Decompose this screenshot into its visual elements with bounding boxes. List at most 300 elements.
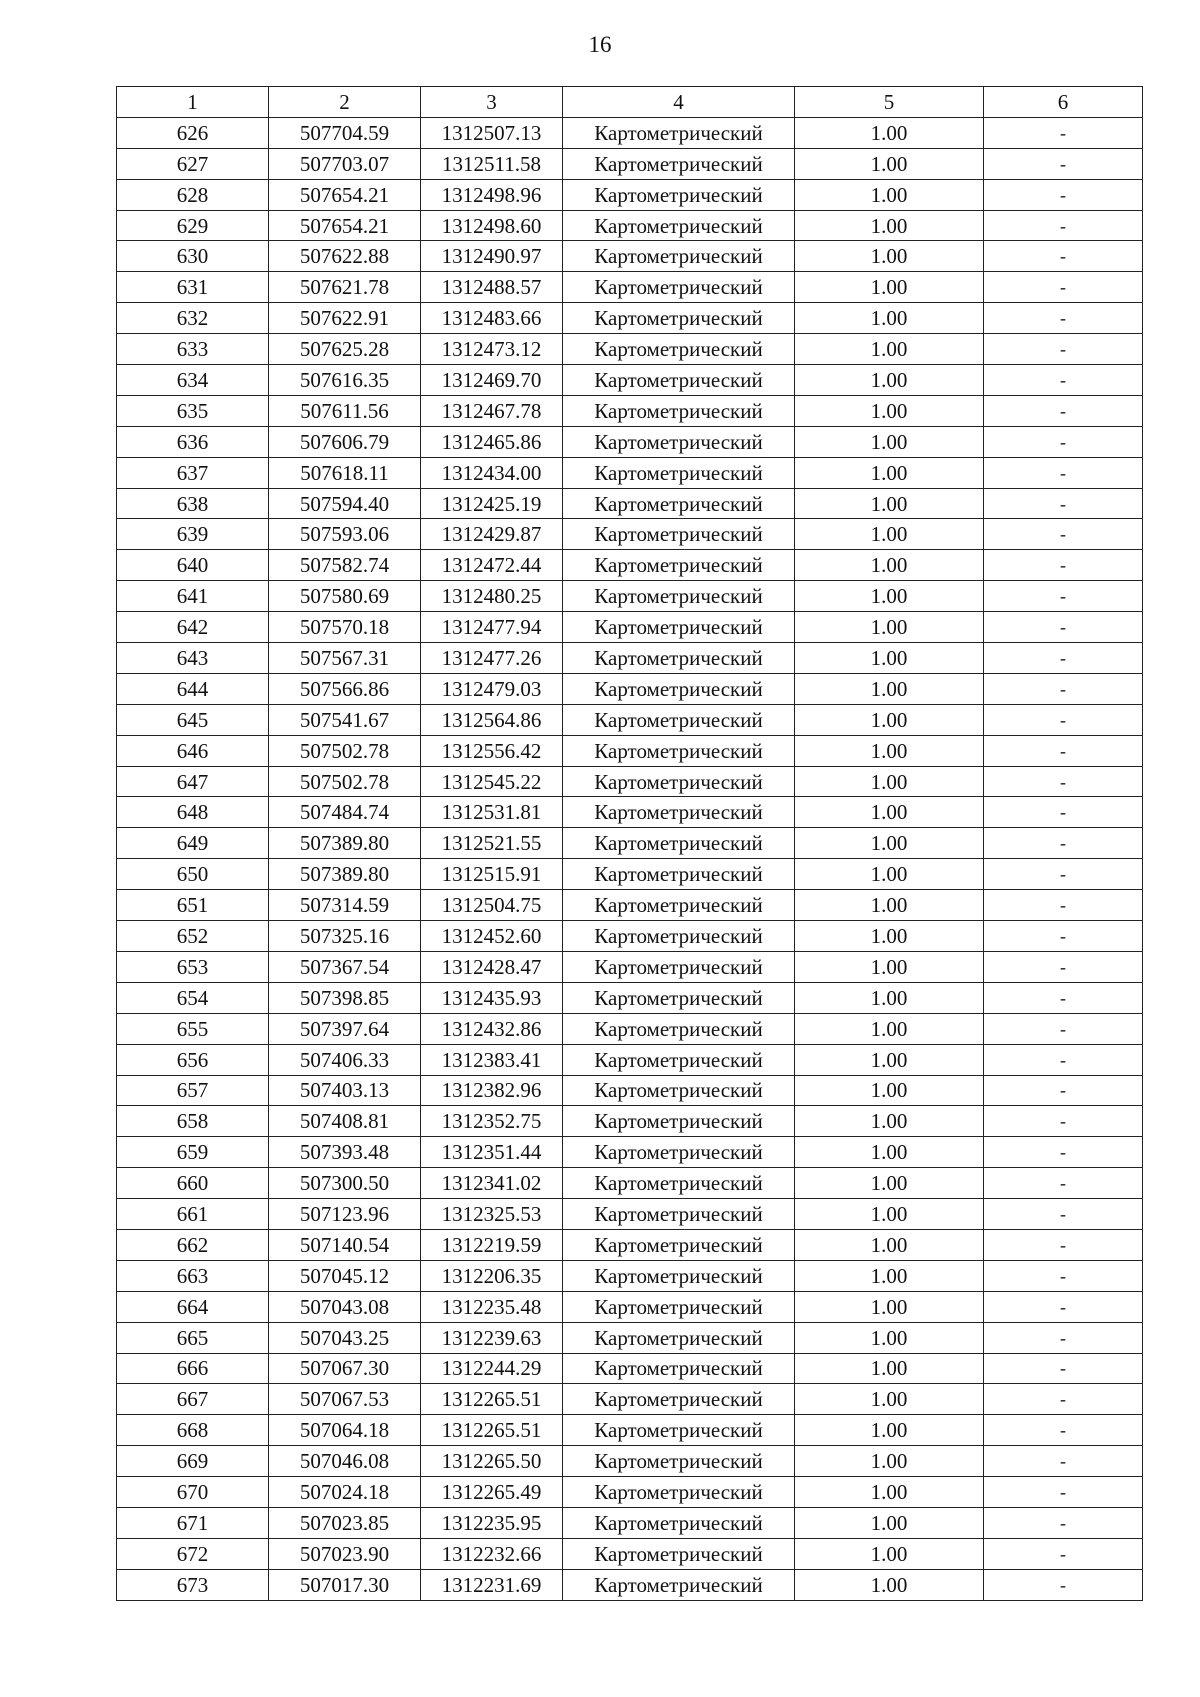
table-cell-col-4: Картометрический xyxy=(563,612,795,643)
table-cell-col-6: - xyxy=(984,859,1143,890)
table-cell-col-6: - xyxy=(984,550,1143,581)
table-cell-col-4: Картометрический xyxy=(563,1106,795,1137)
table-cell-col-2: 507622.91 xyxy=(269,303,421,334)
table-cell-col-6: - xyxy=(984,1322,1143,1353)
table-cell-col-3: 1312232.66 xyxy=(421,1538,563,1569)
table-cell-col-1: 643 xyxy=(117,643,269,674)
table-cell-col-3: 1312325.53 xyxy=(421,1199,563,1230)
column-header-4: 4 xyxy=(563,87,795,118)
table-cell-col-2: 507625.28 xyxy=(269,334,421,365)
table-cell-col-3: 1312244.29 xyxy=(421,1353,563,1384)
table-cell-col-1: 641 xyxy=(117,581,269,612)
table-cell-col-6: - xyxy=(984,1415,1143,1446)
table-cell-col-2: 507017.30 xyxy=(269,1569,421,1600)
table-cell-col-2: 507704.59 xyxy=(269,117,421,148)
table-cell-col-5: 1.00 xyxy=(795,951,984,982)
table-row xyxy=(117,272,1143,303)
table-cell-col-5: 1.00 xyxy=(795,488,984,519)
column-header-1: 1 xyxy=(117,87,269,118)
table-cell-col-4: Картометрический xyxy=(563,1477,795,1508)
table-row xyxy=(117,1168,1143,1199)
table-row xyxy=(117,673,1143,704)
table-row xyxy=(117,1199,1143,1230)
table-cell-col-2: 507067.30 xyxy=(269,1353,421,1384)
table-row xyxy=(117,828,1143,859)
table-cell-col-1: 656 xyxy=(117,1044,269,1075)
table-cell-col-5: 1.00 xyxy=(795,1044,984,1075)
table-cell-col-5: 1.00 xyxy=(795,334,984,365)
table-cell-col-4: Картометрический xyxy=(563,1507,795,1538)
table-cell-col-5: 1.00 xyxy=(795,612,984,643)
table-cell-col-6: - xyxy=(984,1353,1143,1384)
table-cell-col-6: - xyxy=(984,1199,1143,1230)
table-cell-col-6: - xyxy=(984,797,1143,828)
table-cell-col-3: 1312483.66 xyxy=(421,303,563,334)
table-cell-col-4: Картометрический xyxy=(563,1415,795,1446)
table-row xyxy=(117,303,1143,334)
table-row xyxy=(117,395,1143,426)
table-cell-col-3: 1312531.81 xyxy=(421,797,563,828)
table-cell-col-2: 507046.08 xyxy=(269,1446,421,1477)
table-cell-col-6: - xyxy=(984,704,1143,735)
table-row xyxy=(117,1538,1143,1569)
table-cell-col-3: 1312428.47 xyxy=(421,951,563,982)
column-header-3: 3 xyxy=(421,87,563,118)
table-row xyxy=(117,1353,1143,1384)
table-cell-col-2: 507616.35 xyxy=(269,365,421,396)
table-row xyxy=(117,704,1143,735)
table-cell-col-1: 670 xyxy=(117,1477,269,1508)
table-row xyxy=(117,921,1143,952)
table-cell-col-6: - xyxy=(984,735,1143,766)
table-cell-col-4: Картометрический xyxy=(563,148,795,179)
table-cell-col-6: - xyxy=(984,148,1143,179)
table-cell-col-6: - xyxy=(984,1168,1143,1199)
table-cell-col-1: 666 xyxy=(117,1353,269,1384)
table-cell-col-3: 1312479.03 xyxy=(421,673,563,704)
table-cell-col-2: 507408.81 xyxy=(269,1106,421,1137)
table-cell-col-2: 507023.85 xyxy=(269,1507,421,1538)
table-cell-col-2: 507314.59 xyxy=(269,890,421,921)
coordinates-table xyxy=(116,86,1143,1601)
table-cell-col-5: 1.00 xyxy=(795,1446,984,1477)
table-cell-col-4: Картометрический xyxy=(563,828,795,859)
table-cell-col-4: Картометрический xyxy=(563,1229,795,1260)
table-cell-col-4: Картометрический xyxy=(563,1538,795,1569)
table-cell-col-5: 1.00 xyxy=(795,704,984,735)
table-cell-col-2: 507570.18 xyxy=(269,612,421,643)
table-row xyxy=(117,1013,1143,1044)
table-cell-col-6: - xyxy=(984,395,1143,426)
table-cell-col-3: 1312490.97 xyxy=(421,241,563,272)
table-cell-col-3: 1312235.95 xyxy=(421,1507,563,1538)
table-cell-col-2: 507618.11 xyxy=(269,457,421,488)
table-cell-col-5: 1.00 xyxy=(795,1137,984,1168)
table-cell-col-1: 627 xyxy=(117,148,269,179)
table-cell-col-5: 1.00 xyxy=(795,210,984,241)
table-cell-col-1: 639 xyxy=(117,519,269,550)
table-cell-col-3: 1312465.86 xyxy=(421,426,563,457)
table-cell-col-6: - xyxy=(984,1384,1143,1415)
table-row xyxy=(117,1415,1143,1446)
table-cell-col-5: 1.00 xyxy=(795,1106,984,1137)
table-cell-col-4: Картометрический xyxy=(563,1353,795,1384)
table-cell-col-5: 1.00 xyxy=(795,673,984,704)
table-cell-col-4: Картометрический xyxy=(563,1199,795,1230)
table-cell-col-6: - xyxy=(984,1569,1143,1600)
table-cell-col-3: 1312511.58 xyxy=(421,148,563,179)
table-cell-col-4: Картометрический xyxy=(563,951,795,982)
column-header-2: 2 xyxy=(269,87,421,118)
table-row xyxy=(117,334,1143,365)
table-cell-col-1: 634 xyxy=(117,365,269,396)
table-cell-col-5: 1.00 xyxy=(795,1353,984,1384)
table-row xyxy=(117,859,1143,890)
table-cell-col-1: 631 xyxy=(117,272,269,303)
table-cell-col-4: Картометрический xyxy=(563,488,795,519)
table-row xyxy=(117,643,1143,674)
table-cell-col-2: 507024.18 xyxy=(269,1477,421,1508)
table-cell-col-6: - xyxy=(984,643,1143,674)
table-cell-col-4: Картометрический xyxy=(563,1168,795,1199)
table-cell-col-2: 507023.90 xyxy=(269,1538,421,1569)
table-cell-col-3: 1312239.63 xyxy=(421,1322,563,1353)
column-header-6: 6 xyxy=(984,87,1143,118)
table-cell-col-6: - xyxy=(984,179,1143,210)
table-row xyxy=(117,179,1143,210)
table-cell-col-4: Картометрический xyxy=(563,1013,795,1044)
table-cell-col-1: 636 xyxy=(117,426,269,457)
table-cell-col-1: 626 xyxy=(117,117,269,148)
table-cell-col-2: 507611.56 xyxy=(269,395,421,426)
table-cell-col-1: 659 xyxy=(117,1137,269,1168)
table-cell-col-4: Картометрический xyxy=(563,210,795,241)
table-cell-col-5: 1.00 xyxy=(795,643,984,674)
table-cell-col-5: 1.00 xyxy=(795,1384,984,1415)
table-cell-col-5: 1.00 xyxy=(795,303,984,334)
table-row xyxy=(117,1322,1143,1353)
table-cell-col-3: 1312469.70 xyxy=(421,365,563,396)
table-cell-col-3: 1312219.59 xyxy=(421,1229,563,1260)
table-cell-col-5: 1.00 xyxy=(795,550,984,581)
table-cell-col-2: 507654.21 xyxy=(269,210,421,241)
table-row xyxy=(117,117,1143,148)
table-cell-col-1: 644 xyxy=(117,673,269,704)
table-cell-col-6: - xyxy=(984,982,1143,1013)
table-cell-col-3: 1312507.13 xyxy=(421,117,563,148)
table-cell-col-2: 507621.78 xyxy=(269,272,421,303)
table-row xyxy=(117,1384,1143,1415)
table-cell-col-3: 1312472.44 xyxy=(421,550,563,581)
table-cell-col-2: 507300.50 xyxy=(269,1168,421,1199)
table-cell-col-3: 1312435.93 xyxy=(421,982,563,1013)
table-row xyxy=(117,519,1143,550)
table-cell-col-6: - xyxy=(984,921,1143,952)
table-row xyxy=(117,1260,1143,1291)
table-cell-col-1: 668 xyxy=(117,1415,269,1446)
table-cell-col-3: 1312434.00 xyxy=(421,457,563,488)
table-cell-col-4: Картометрический xyxy=(563,704,795,735)
table-cell-col-6: - xyxy=(984,1446,1143,1477)
table-row xyxy=(117,1229,1143,1260)
table-cell-col-1: 661 xyxy=(117,1199,269,1230)
table-cell-col-6: - xyxy=(984,1106,1143,1137)
table-cell-col-5: 1.00 xyxy=(795,148,984,179)
table-cell-col-2: 507622.88 xyxy=(269,241,421,272)
table-cell-col-3: 1312545.22 xyxy=(421,766,563,797)
table-cell-col-4: Картометрический xyxy=(563,241,795,272)
table-cell-col-1: 651 xyxy=(117,890,269,921)
table-cell-col-2: 507502.78 xyxy=(269,766,421,797)
table-cell-col-4: Картометрический xyxy=(563,179,795,210)
table-cell-col-2: 507367.54 xyxy=(269,951,421,982)
table-cell-col-3: 1312265.50 xyxy=(421,1446,563,1477)
table-cell-col-5: 1.00 xyxy=(795,1415,984,1446)
table-cell-col-1: 645 xyxy=(117,704,269,735)
table-cell-col-1: 628 xyxy=(117,179,269,210)
table-row xyxy=(117,890,1143,921)
table-row xyxy=(117,457,1143,488)
table-cell-col-6: - xyxy=(984,117,1143,148)
table-row xyxy=(117,1446,1143,1477)
table-cell-col-6: - xyxy=(984,1044,1143,1075)
table-cell-col-4: Картометрический xyxy=(563,1384,795,1415)
table-cell-col-5: 1.00 xyxy=(795,797,984,828)
table-cell-col-4: Картометрический xyxy=(563,334,795,365)
table-cell-col-2: 507654.21 xyxy=(269,179,421,210)
table-cell-col-4: Картометрический xyxy=(563,365,795,396)
table-cell-col-2: 507397.64 xyxy=(269,1013,421,1044)
table-cell-col-5: 1.00 xyxy=(795,117,984,148)
table-cell-col-6: - xyxy=(984,426,1143,457)
table-cell-col-4: Картометрический xyxy=(563,1322,795,1353)
table-cell-col-5: 1.00 xyxy=(795,581,984,612)
table-body xyxy=(117,117,1143,1600)
table-row xyxy=(117,426,1143,457)
table-cell-col-1: 654 xyxy=(117,982,269,1013)
table-cell-col-2: 507393.48 xyxy=(269,1137,421,1168)
table-cell-col-6: - xyxy=(984,1538,1143,1569)
table-row xyxy=(117,1044,1143,1075)
table-cell-col-1: 637 xyxy=(117,457,269,488)
table-cell-col-5: 1.00 xyxy=(795,1229,984,1260)
table-cell-col-4: Картометрический xyxy=(563,1137,795,1168)
table-cell-col-2: 507566.86 xyxy=(269,673,421,704)
table-cell-col-3: 1312564.86 xyxy=(421,704,563,735)
table-cell-col-5: 1.00 xyxy=(795,735,984,766)
table-cell-col-2: 507043.08 xyxy=(269,1291,421,1322)
table-cell-col-3: 1312383.41 xyxy=(421,1044,563,1075)
table-cell-col-2: 507045.12 xyxy=(269,1260,421,1291)
table-cell-col-4: Картометрический xyxy=(563,890,795,921)
table-cell-col-3: 1312429.87 xyxy=(421,519,563,550)
header-row xyxy=(117,87,1143,118)
table-cell-col-6: - xyxy=(984,828,1143,859)
table-cell-col-2: 507389.80 xyxy=(269,859,421,890)
table-cell-col-3: 1312265.49 xyxy=(421,1477,563,1508)
table-cell-col-1: 672 xyxy=(117,1538,269,1569)
table-cell-col-3: 1312432.86 xyxy=(421,1013,563,1044)
table-cell-col-1: 667 xyxy=(117,1384,269,1415)
table-cell-col-4: Картометрический xyxy=(563,519,795,550)
table-cell-col-2: 507067.53 xyxy=(269,1384,421,1415)
table-cell-col-3: 1312515.91 xyxy=(421,859,563,890)
table-cell-col-2: 507567.31 xyxy=(269,643,421,674)
table-cell-col-1: 671 xyxy=(117,1507,269,1538)
table-row xyxy=(117,365,1143,396)
table-cell-col-6: - xyxy=(984,673,1143,704)
table-cell-col-2: 507541.67 xyxy=(269,704,421,735)
table-cell-col-3: 1312265.51 xyxy=(421,1384,563,1415)
table-row xyxy=(117,766,1143,797)
table-cell-col-4: Картометрический xyxy=(563,735,795,766)
table-cell-col-5: 1.00 xyxy=(795,766,984,797)
table-cell-col-4: Картометрический xyxy=(563,766,795,797)
table-cell-col-3: 1312452.60 xyxy=(421,921,563,952)
table-cell-col-5: 1.00 xyxy=(795,890,984,921)
table-cell-col-3: 1312473.12 xyxy=(421,334,563,365)
table-cell-col-3: 1312498.96 xyxy=(421,179,563,210)
table-cell-col-6: - xyxy=(984,488,1143,519)
table-cell-col-2: 507606.79 xyxy=(269,426,421,457)
table-cell-col-4: Картометрический xyxy=(563,982,795,1013)
table-cell-col-6: - xyxy=(984,457,1143,488)
table-row xyxy=(117,1477,1143,1508)
table-cell-col-2: 507594.40 xyxy=(269,488,421,519)
table-cell-col-2: 507325.16 xyxy=(269,921,421,952)
table-cell-col-4: Картометрический xyxy=(563,1075,795,1106)
table-cell-col-5: 1.00 xyxy=(795,1538,984,1569)
table-cell-col-6: - xyxy=(984,334,1143,365)
table-row xyxy=(117,488,1143,519)
table-cell-col-5: 1.00 xyxy=(795,365,984,396)
table-row xyxy=(117,951,1143,982)
table-cell-col-1: 655 xyxy=(117,1013,269,1044)
table-cell-col-3: 1312504.75 xyxy=(421,890,563,921)
table-cell-col-6: - xyxy=(984,365,1143,396)
table-cell-col-4: Картометрический xyxy=(563,1569,795,1600)
table-cell-col-1: 638 xyxy=(117,488,269,519)
table-cell-col-4: Картометрический xyxy=(563,303,795,334)
table-cell-col-6: - xyxy=(984,1477,1143,1508)
table-cell-col-1: 665 xyxy=(117,1322,269,1353)
table-cell-col-4: Картометрический xyxy=(563,643,795,674)
table-cell-col-6: - xyxy=(984,1137,1143,1168)
table-row xyxy=(117,982,1143,1013)
table-cell-col-1: 673 xyxy=(117,1569,269,1600)
table-row xyxy=(117,1106,1143,1137)
table-cell-col-1: 649 xyxy=(117,828,269,859)
table-cell-col-1: 662 xyxy=(117,1229,269,1260)
table-cell-col-6: - xyxy=(984,272,1143,303)
table-cell-col-1: 629 xyxy=(117,210,269,241)
table-cell-col-2: 507593.06 xyxy=(269,519,421,550)
table-cell-col-1: 648 xyxy=(117,797,269,828)
table-cell-col-2: 507064.18 xyxy=(269,1415,421,1446)
table-cell-col-1: 632 xyxy=(117,303,269,334)
table-cell-col-2: 507403.13 xyxy=(269,1075,421,1106)
table-cell-col-1: 660 xyxy=(117,1168,269,1199)
table-cell-col-4: Картометрический xyxy=(563,272,795,303)
table-cell-col-4: Картометрический xyxy=(563,673,795,704)
table-cell-col-5: 1.00 xyxy=(795,519,984,550)
table-cell-col-2: 507140.54 xyxy=(269,1229,421,1260)
table-cell-col-5: 1.00 xyxy=(795,1199,984,1230)
table-cell-col-6: - xyxy=(984,1507,1143,1538)
table-row xyxy=(117,1137,1143,1168)
table-cell-col-5: 1.00 xyxy=(795,1291,984,1322)
table-cell-col-2: 507582.74 xyxy=(269,550,421,581)
table-cell-col-1: 653 xyxy=(117,951,269,982)
table-cell-col-4: Картометрический xyxy=(563,1291,795,1322)
table-cell-col-1: 646 xyxy=(117,735,269,766)
table-cell-col-6: - xyxy=(984,1013,1143,1044)
table-cell-col-1: 635 xyxy=(117,395,269,426)
table-cell-col-1: 669 xyxy=(117,1446,269,1477)
table-cell-col-5: 1.00 xyxy=(795,1569,984,1600)
table-cell-col-3: 1312477.26 xyxy=(421,643,563,674)
table-cell-col-4: Картометрический xyxy=(563,395,795,426)
table-cell-col-3: 1312477.94 xyxy=(421,612,563,643)
table-cell-col-3: 1312480.25 xyxy=(421,581,563,612)
table-cell-col-4: Картометрический xyxy=(563,581,795,612)
table-cell-col-6: - xyxy=(984,1075,1143,1106)
table-cell-col-6: - xyxy=(984,612,1143,643)
column-header-5: 5 xyxy=(795,87,984,118)
table-row xyxy=(117,581,1143,612)
table-row xyxy=(117,1075,1143,1106)
table-cell-col-3: 1312235.48 xyxy=(421,1291,563,1322)
table-cell-col-4: Картометрический xyxy=(563,426,795,457)
table-cell-col-5: 1.00 xyxy=(795,272,984,303)
table-row xyxy=(117,1507,1143,1538)
table-cell-col-6: - xyxy=(984,890,1143,921)
table-cell-col-2: 507502.78 xyxy=(269,735,421,766)
table-cell-col-5: 1.00 xyxy=(795,426,984,457)
table-cell-col-6: - xyxy=(984,519,1143,550)
table-cell-col-5: 1.00 xyxy=(795,1168,984,1199)
table-cell-col-1: 630 xyxy=(117,241,269,272)
table-cell-col-1: 642 xyxy=(117,612,269,643)
table-cell-col-4: Картометрический xyxy=(563,1260,795,1291)
table-cell-col-3: 1312382.96 xyxy=(421,1075,563,1106)
table-cell-col-4: Картометрический xyxy=(563,797,795,828)
table-cell-col-3: 1312425.19 xyxy=(421,488,563,519)
table-cell-col-5: 1.00 xyxy=(795,1260,984,1291)
table-cell-col-5: 1.00 xyxy=(795,1322,984,1353)
table-row xyxy=(117,241,1143,272)
table-row xyxy=(117,210,1143,241)
table-cell-col-6: - xyxy=(984,1260,1143,1291)
table-cell-col-3: 1312488.57 xyxy=(421,272,563,303)
page-number: 16 xyxy=(588,32,612,57)
table-cell-col-2: 507406.33 xyxy=(269,1044,421,1075)
table-cell-col-4: Картометрический xyxy=(563,117,795,148)
table-cell-col-3: 1312341.02 xyxy=(421,1168,563,1199)
table-cell-col-2: 507389.80 xyxy=(269,828,421,859)
table-cell-col-1: 640 xyxy=(117,550,269,581)
table-cell-col-3: 1312498.60 xyxy=(421,210,563,241)
table-row xyxy=(117,612,1143,643)
table-cell-col-5: 1.00 xyxy=(795,179,984,210)
table-cell-col-5: 1.00 xyxy=(795,1507,984,1538)
table-cell-col-3: 1312352.75 xyxy=(421,1106,563,1137)
table-cell-col-6: - xyxy=(984,766,1143,797)
table-cell-col-1: 652 xyxy=(117,921,269,952)
table-cell-col-1: 663 xyxy=(117,1260,269,1291)
table-cell-col-1: 664 xyxy=(117,1291,269,1322)
table-cell-col-2: 507398.85 xyxy=(269,982,421,1013)
